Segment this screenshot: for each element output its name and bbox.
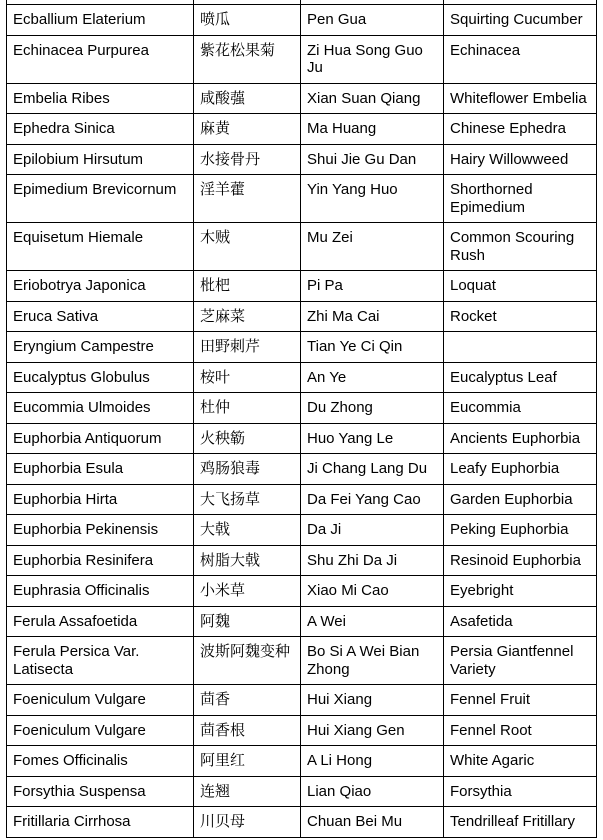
english-name-cell: White Agaric xyxy=(444,746,597,777)
table-row xyxy=(7,484,597,515)
pinyin-cell: Da Ji xyxy=(301,515,444,546)
pinyin-cell: Bo Si A Wei Bian Zhong xyxy=(301,637,444,685)
chinese-name-cell: 小米草 xyxy=(194,576,301,607)
chinese-name-cell: 鸡肠狼毒 xyxy=(194,454,301,485)
english-name-cell: Ancients Euphorbia xyxy=(444,423,597,454)
table-row xyxy=(7,332,597,363)
pinyin-cell: Da Fei Yang Cao xyxy=(301,484,444,515)
english-name-cell: Chinese Ephedra xyxy=(444,114,597,145)
table-row xyxy=(7,606,597,637)
table-row xyxy=(7,393,597,424)
pinyin-cell: Zhi Ma Cai xyxy=(301,301,444,332)
english-name-cell: Garden Euphorbia xyxy=(444,484,597,515)
chinese-name-cell: 茴香根 xyxy=(194,715,301,746)
table-row xyxy=(7,746,597,777)
latin-name-cell: Fomes Officinalis xyxy=(7,746,194,777)
chinese-name-cell: 淫羊藿 xyxy=(194,175,301,223)
pinyin-cell: Pen Gua xyxy=(301,5,444,36)
english-name-cell: Whiteflower Embelia xyxy=(444,83,597,114)
chinese-name-cell: 阿魏 xyxy=(194,606,301,637)
pinyin-cell: An Ye xyxy=(301,362,444,393)
chinese-name-cell: 波斯阿魏变种 xyxy=(194,637,301,685)
chinese-name-cell: 枇杷 xyxy=(194,271,301,302)
english-name-cell xyxy=(444,332,597,363)
latin-name-cell: Equisetum Hiemale xyxy=(7,223,194,271)
english-name-cell: Asafetida xyxy=(444,606,597,637)
latin-name-cell: Euphorbia Pekinensis xyxy=(7,515,194,546)
chinese-name-cell: 咸酸蔃 xyxy=(194,83,301,114)
chinese-name-cell: 茴香 xyxy=(194,685,301,716)
english-name-cell: Fennel Fruit xyxy=(444,685,597,716)
english-name-cell: Persia Giantfennel Variety xyxy=(444,637,597,685)
pinyin-cell: Du Zhong xyxy=(301,393,444,424)
english-name-cell: Loquat xyxy=(444,271,597,302)
pinyin-cell: Huo Yang Le xyxy=(301,423,444,454)
table-row xyxy=(7,175,597,223)
english-name-cell: Resinoid Euphorbia xyxy=(444,545,597,576)
latin-name-cell: Echinacea Purpurea xyxy=(7,35,194,83)
chinese-name-cell: 川贝母 xyxy=(194,807,301,838)
latin-name-cell: Euphorbia Esula xyxy=(7,454,194,485)
chinese-name-cell: 阿里红 xyxy=(194,746,301,777)
pinyin-cell: Mu Zei xyxy=(301,223,444,271)
latin-name-cell: Eriobotrya Japonica xyxy=(7,271,194,302)
english-name-cell: Shorthorned Epimedium xyxy=(444,175,597,223)
latin-name-cell: Euphorbia Hirta xyxy=(7,484,194,515)
table-row xyxy=(7,223,597,271)
latin-name-cell: Eruca Sativa xyxy=(7,301,194,332)
chinese-name-cell: 桉叶 xyxy=(194,362,301,393)
table-row xyxy=(7,114,597,145)
pinyin-cell: Tian Ye Ci Qin xyxy=(301,332,444,363)
latin-name-cell: Foeniculum Vulgare xyxy=(7,685,194,716)
latin-name-cell: Eucommia Ulmoides xyxy=(7,393,194,424)
table-row xyxy=(7,515,597,546)
chinese-name-cell: 喷瓜 xyxy=(194,5,301,36)
chinese-name-cell: 树脂大戟 xyxy=(194,545,301,576)
english-name-cell: Squirting Cucumber xyxy=(444,5,597,36)
english-name-cell: Leafy Euphorbia xyxy=(444,454,597,485)
english-name-cell: Eucommia xyxy=(444,393,597,424)
pinyin-cell: Shu Zhi Da Ji xyxy=(301,545,444,576)
pinyin-cell: Hui Xiang xyxy=(301,685,444,716)
pinyin-cell: Ma Huang xyxy=(301,114,444,145)
table-row xyxy=(7,715,597,746)
chinese-name-cell: 木贼 xyxy=(194,223,301,271)
latin-name-cell: Euphorbia Resinifera xyxy=(7,545,194,576)
latin-name-cell: Ferula Assafoetida xyxy=(7,606,194,637)
table-row xyxy=(7,301,597,332)
pinyin-cell: Chuan Bei Mu xyxy=(301,807,444,838)
pinyin-cell: Shui Jie Gu Dan xyxy=(301,144,444,175)
pinyin-cell: Xian Suan Qiang xyxy=(301,83,444,114)
chinese-name-cell: 田野刺芹 xyxy=(194,332,301,363)
chinese-name-cell: 大戟 xyxy=(194,515,301,546)
chinese-name-cell: 大飞扬草 xyxy=(194,484,301,515)
chinese-name-cell: 水接骨丹 xyxy=(194,144,301,175)
pinyin-cell: A Li Hong xyxy=(301,746,444,777)
pinyin-cell: Zi Hua Song Guo Ju xyxy=(301,35,444,83)
pinyin-cell: Yin Yang Huo xyxy=(301,175,444,223)
english-name-cell: Fennel Root xyxy=(444,715,597,746)
english-name-cell: Tendrilleaf Fritillary xyxy=(444,807,597,838)
pinyin-cell: Hui Xiang Gen xyxy=(301,715,444,746)
english-name-cell: Peking Euphorbia xyxy=(444,515,597,546)
english-name-cell: Eucalyptus Leaf xyxy=(444,362,597,393)
table-row xyxy=(7,454,597,485)
table-row xyxy=(7,362,597,393)
pinyin-cell: Ji Chang Lang Du xyxy=(301,454,444,485)
chinese-name-cell: 杜仲 xyxy=(194,393,301,424)
pinyin-cell: Xiao Mi Cao xyxy=(301,576,444,607)
latin-name-cell: Ecballium Elaterium xyxy=(7,5,194,36)
english-name-cell: Common Scouring Rush xyxy=(444,223,597,271)
chinese-name-cell: 芝麻菜 xyxy=(194,301,301,332)
english-name-cell: Forsythia xyxy=(444,776,597,807)
table-row xyxy=(7,685,597,716)
latin-name-cell: Eucalyptus Globulus xyxy=(7,362,194,393)
table-row xyxy=(7,576,597,607)
latin-name-cell: Ephedra Sinica xyxy=(7,114,194,145)
table-row xyxy=(7,776,597,807)
latin-name-cell: Fritillaria Cirrhosa xyxy=(7,807,194,838)
english-name-cell: Rocket xyxy=(444,301,597,332)
chinese-name-cell: 火秧簕 xyxy=(194,423,301,454)
latin-name-cell: Eryngium Campestre xyxy=(7,332,194,363)
chinese-name-cell: 麻黄 xyxy=(194,114,301,145)
latin-name-cell: Ferula Persica Var. Latisecta xyxy=(7,637,194,685)
table-row xyxy=(7,35,597,83)
table-row xyxy=(7,637,597,685)
english-name-cell: Echinacea xyxy=(444,35,597,83)
herb-name-table xyxy=(6,0,597,838)
latin-name-cell: Epimedium Brevicornum xyxy=(7,175,194,223)
table-row xyxy=(7,5,597,36)
table-row xyxy=(7,144,597,175)
table-row xyxy=(7,423,597,454)
latin-name-cell: Embelia Ribes xyxy=(7,83,194,114)
table-row xyxy=(7,83,597,114)
latin-name-cell: Foeniculum Vulgare xyxy=(7,715,194,746)
chinese-name-cell: 连翘 xyxy=(194,776,301,807)
pinyin-cell: Lian Qiao xyxy=(301,776,444,807)
latin-name-cell: Euphorbia Antiquorum xyxy=(7,423,194,454)
latin-name-cell: Epilobium Hirsutum xyxy=(7,144,194,175)
pinyin-cell: A Wei xyxy=(301,606,444,637)
chinese-name-cell: 紫花松果菊 xyxy=(194,35,301,83)
table-row xyxy=(7,271,597,302)
english-name-cell: Eyebright xyxy=(444,576,597,607)
pinyin-cell: Pi Pa xyxy=(301,271,444,302)
table-row xyxy=(7,545,597,576)
table-row xyxy=(7,807,597,838)
latin-name-cell: Euphrasia Officinalis xyxy=(7,576,194,607)
english-name-cell: Hairy Willowweed xyxy=(444,144,597,175)
latin-name-cell: Forsythia Suspensa xyxy=(7,776,194,807)
herb-table-body xyxy=(7,0,597,837)
